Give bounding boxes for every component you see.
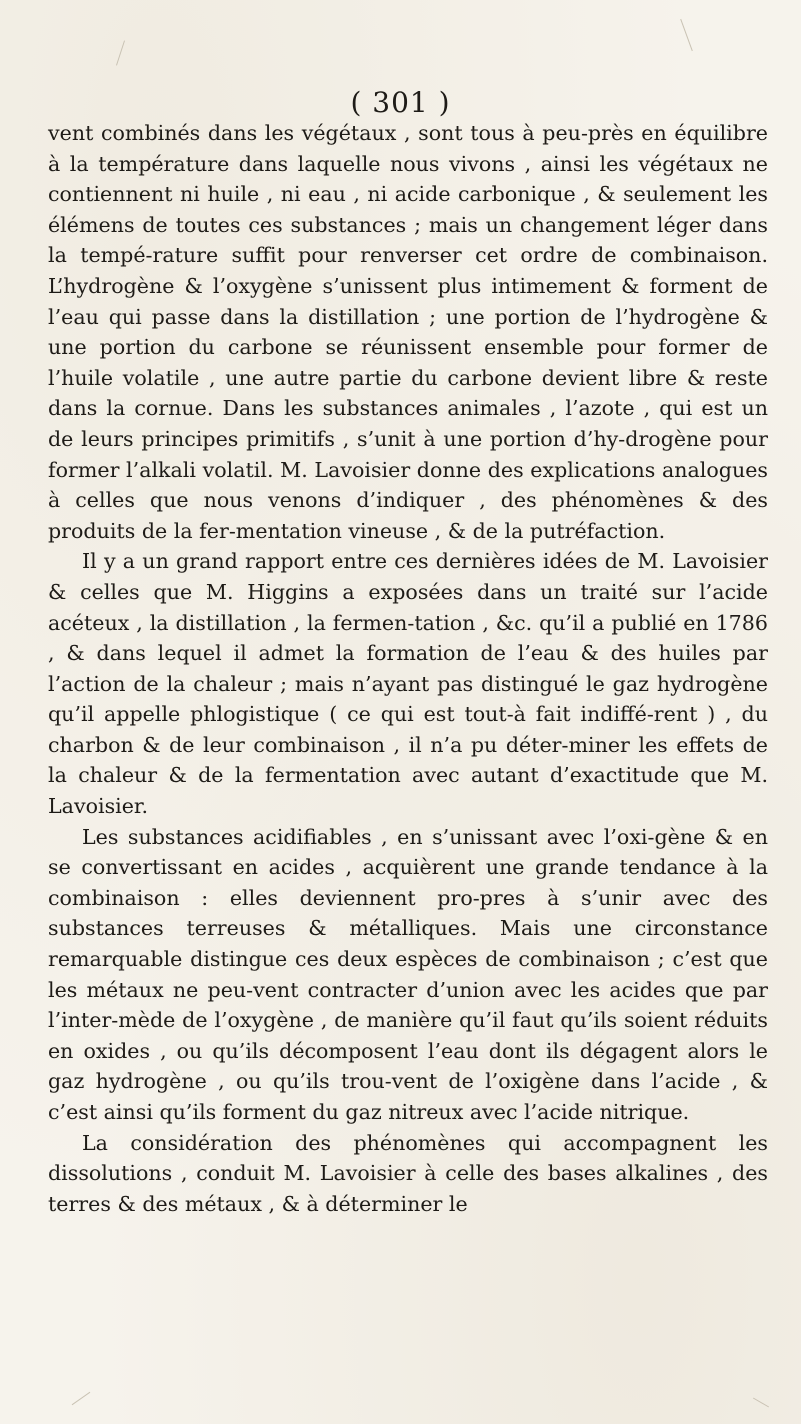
body-text: [48, 118, 768, 1219]
scan-mark-bottom-left: [72, 1392, 91, 1405]
scan-mark-bottom-right: [753, 1398, 769, 1408]
paragraph-1: vent combinés dans les végétaux , sont tous à peu-près en équilibre à la température dans laquelle nous vivons , ainsi les végétaux ne contiennent ni huile , ni eau , ni acide carbonique , & seulement les élémens de toutes ces substances ; mais un changement léger dans la tempé-rature suffit pour renverser cet ordre de combinaison. L’hydrogène & l’oxygène s’unissent plus intimement & forment de l’eau qui passe dans la distillation ; une portion de l’hydrogène & une portion du carbone se réunissent ensemble pour former de l’huile volatile , une autre partie du carbone devient libre & reste dans la cornue. Dans les substances animales , l’azote , qui est un de leurs principes primitifs , s’unit à une portion d’hy-drogène pour former l’alkali volatil. M. Lavoisier donne des explications analogues à celles que nous venons d’indiquer , des phénomènes & des produits de la fer-mentation vineuse , & de la putréfaction.: [48, 121, 768, 543]
paragraph-2: Il y a un grand rapport entre ces dernières idées de M. Lavoisier & celles que M. Higgins a exposées dans un traité sur l’acide acéteux , la distillation , la fermen-tation , &c. qu’il a publié en 1786 , & dans lequel il admet la formation de l’eau & des huiles par l’action de la chaleur ; mais n’ayant pas distingué le gaz hydrogène qu’il appelle phlogistique ( ce qui est tout-à fait indiffé-rent ) , du charbon & de leur combinaison , il n’a pu déter-miner les effets de la chaleur & de la fermentation avec autant d’exactitude que M. Lavoisier.: [48, 549, 768, 819]
scan-mark-top-right: [680, 19, 693, 51]
paragraph-3: Les substances acidifiables , en s’unissant avec l’oxi-gène & en se convertissant en acides , acquièrent une grande tendance à la combinaison : elles deviennent pro-pres à s’unir avec des substances terreuses & métalliques. Mais une circonstance remarquable distingue ces deux espèces de combinaison ; c’est que les métaux ne peu-vent contracter d’union avec les acides que par l’inter-mède de l’oxygène , de manière qu’il faut qu’ils soient réduits en oxides , ou qu’ils décomposent l’eau dont ils dégagent alors le gaz hydrogène , ou qu’ils trou-vent de l’oxigène dans l’acide , & c’est ainsi qu’ils forment du gaz nitreux avec l’acide nitrique.: [48, 824, 768, 1124]
scan-mark-top-left: [116, 40, 125, 65]
page-number: ( 301 ): [350, 86, 451, 119]
paragraph-4: La considération des phénomènes qui accompagnent les dissolutions , conduit M. Lavoisier à celle des bases alkalines , des terres & des métaux , & à déterminer le: [48, 1130, 768, 1216]
